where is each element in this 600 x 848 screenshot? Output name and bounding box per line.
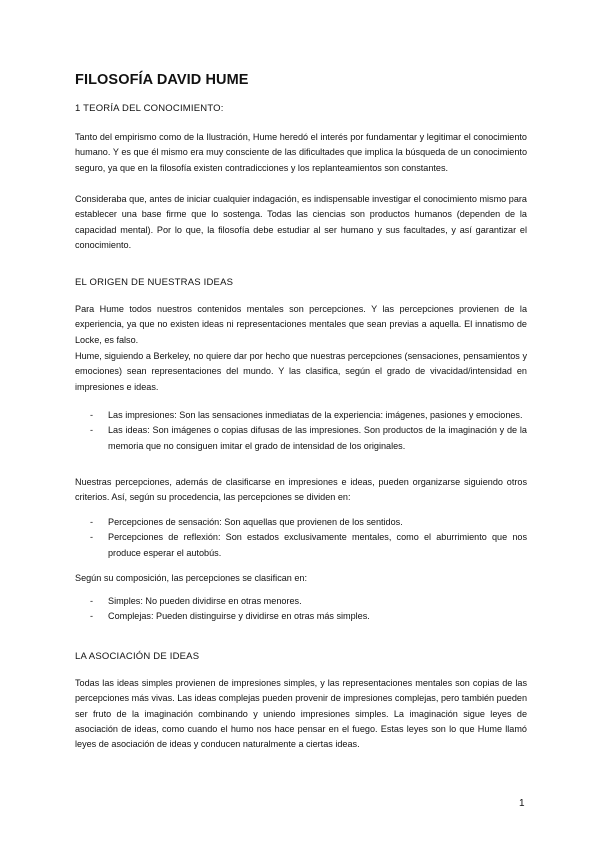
list-item: - Las ideas: Son imágenes o copias difusas de las impresiones. Son productos de la imaginación y de la memoria que no consiguen imitar el grado de intensidad de los originales.: [90, 425, 527, 451]
dash-bullet: -: [90, 611, 94, 622]
origin-perceptions-list: [75, 515, 527, 561]
list-item: - Las impresiones: Son las sensaciones inmediatas de la experiencia: imágenes, pasiones y emociones.: [75, 408, 527, 423]
paragraph: Según su composición, las percepciones se clasifican en:: [75, 573, 308, 583]
paragraph: Nuestras percepciones, además de clasificarse en impresiones e ideas, pueden organizarse siguiendo otros criterios. Así, según su procedencia, las percepciones se dividen en:: [75, 477, 527, 503]
list-item: - Complejas: Pueden distinguirse y dividirse en otras más simples.: [75, 609, 527, 624]
paragraph: Hume, siguiendo a Berkeley, no quiere dar por hecho que nuestras percepciones (sensaciones, pensamientos y emociones) sean representaciones del mundo. Y las clasifica, según el grado de vivacidad/intensidad en impresiones e ideas.: [75, 351, 527, 392]
list-item: - Simples: No pueden dividirse en otras menores.: [75, 594, 527, 609]
list-item: - Percepciones de reflexión: Son estados exclusivamente mentales, como el aburrimiento que nos produce esperar el autobús.: [90, 532, 527, 558]
section-heading-origen: EL ORIGEN DE NUESTRAS IDEAS: [75, 277, 234, 288]
section-heading-teoria: 1 TEORÍA DEL CONOCIMIENTO:: [75, 103, 224, 114]
paragraph: Tanto del empirismo como de la Ilustración, Hume heredó el interés por fundamentar y legitimar el conocimiento humano. Y es que él mismo era muy consciente de las dificultades que implica la búsqueda de un conocimiento seguro, ya que en la filosofía existen contradicciones y los replanteamientos son constantes.: [75, 132, 527, 173]
dash-bullet: -: [90, 596, 94, 606]
list-item: - Percepciones de sensación: Son aquellas que provienen de los sentidos.: [75, 515, 527, 530]
composition-perceptions-list: [75, 594, 527, 625]
paragraph: Todas las ideas simples provienen de impresiones simples, y las representaciones mentales son copias de las percepciones más vivas. Las ideas complejas pueden provenir de impresiones complejas, pero también pueden ser fruto de la imaginación combinando y uniendo impresiones simples. La imaginación sigue leyes de asociación de ideas, como cuando el humo nos hace pensar en el fuego. Estas leyes son lo que Hume llamó leyes de asociación de ideas y conducen naturalmente a ciertas ideas.: [75, 678, 527, 750]
dash-bullet: -: [90, 532, 94, 543]
page-number: 1: [519, 798, 525, 809]
dash-bullet: -: [90, 517, 94, 527]
dash-bullet: -: [90, 425, 94, 436]
section-heading-asociacion: LA ASOCIACIÓN DE IDEAS: [75, 651, 200, 662]
document-title: FILOSOFÍA DAVID HUME: [75, 72, 249, 88]
dash-bullet: -: [90, 410, 94, 420]
paragraph: Para Hume todos nuestros contenidos mentales son percepciones. Y las percepciones provienen de la experiencia, ya que no existen ideas ni representaciones mentales que sean previas a aquella. El innatismo de Locke, es falso.: [75, 304, 527, 345]
impressions-ideas-list: [75, 408, 527, 454]
paragraph: Consideraba que, antes de iniciar cualquier indagación, es indispensable investigar el conocimiento mismo para establecer una base firme que lo sostenga. Todas las ciencias son productos humanos (dependen de la capacidad mental). Por lo que, la filosofía debe estudiar al ser humano y sus facultades, y así garantizar el conocimiento.: [75, 194, 527, 250]
